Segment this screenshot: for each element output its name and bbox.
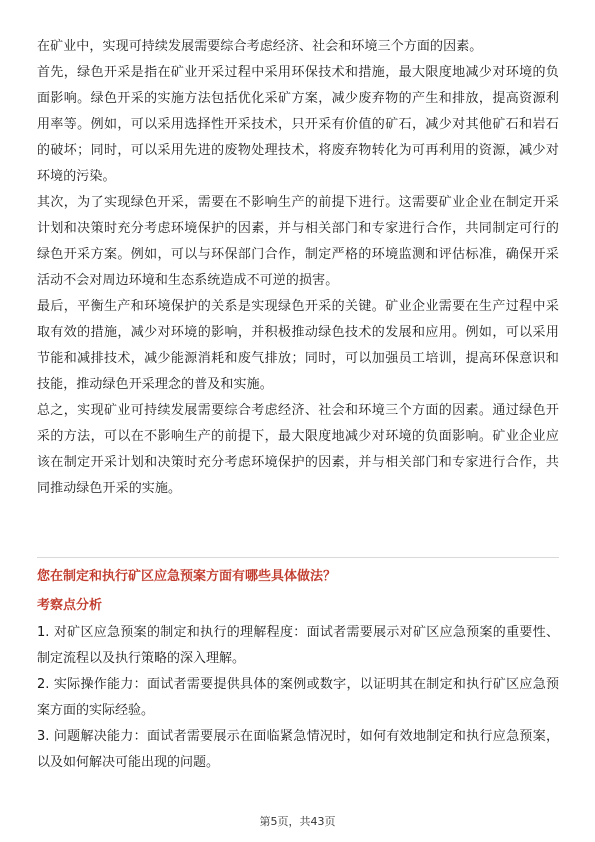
analysis-item-2: 2. 实际操作能力：面试者需要提供具体的案例或数字，以证明其在制定和执行矿区应急预案方面的实际经验。 <box>37 677 559 718</box>
paragraph-second: 其次，为了实现绿色开采，需要在不影响生产的前提下进行。这需要矿业企业在制定开采计划和决策时充分考虑环境保护的因素，并与相关部门和专家进行合作，共同制定可行的绿色开采方案。例如，可以与环保部门合作，制定严格的环境监测和评估标准，确保开采活动不会对周边环境和生态系统造成不可逆的损害。 <box>37 195 559 288</box>
paragraph-last: 最后，平衡生产和环境保护的关系是实现绿色开采的关键。矿业企业需要在生产过程中采取有效的措施，减少对环境的影响，并积极推动绿色技术的发展和应用。例如，可以采用节能和减排技术，减少能源消耗和废气排放；同时，可以加强员工培训，提高环保意识和技能，推动绿色开采理念的普及和实施。 <box>37 299 559 392</box>
paragraph-summary: 总之，实现矿业可持续发展需要综合考虑经济、社会和环境三个方面的因素。通过绿色开采的方法，可以在不影响生产的前提下，最大限度地减少对环境的负面影响。矿业企业应该在制定开采计划和决策时充分考虑环境保护的因素，并与相关部门和专家进行合作，共同推动绿色开采的实施。 <box>37 403 559 496</box>
paragraph-intro: 在矿业中，实现可持续发展需要综合考虑经济、社会和环境三个方面的因素。 <box>37 39 483 54</box>
question-section <box>37 566 559 776</box>
analysis-item-1: 1. 对矿区应急预案的制定和执行的理解程度：面试者需要展示对矿区应急预案的重要性、制定流程以及执行策略的深入理解。 <box>37 625 559 666</box>
analysis-title: 考察点分析 <box>37 598 103 613</box>
section-divider <box>37 557 559 558</box>
question-heading: 您在制定和执行矿区应急预案方面有哪些具体做法？ <box>37 569 337 584</box>
analysis-item-3: 3. 问题解决能力：面试者需要展示在面临紧急情况时，如何有效地制定和执行应急预案，以及如何解决可能出现的问题。 <box>37 729 559 770</box>
page-number: 第5页，共43页 <box>259 815 336 828</box>
paragraph-first: 首先，绿色开采是指在矿业开采过程中采用环保技术和措施，最大限度地减少对环境的负面影响。绿色开采的实施方法包括优化采矿方案，减少废弃物的产生和排放，提高资源利用率等。例如，可以采用选择性开采技术，只开采有价值的矿石，减少对其他矿石和岩石的破坏；同时，可以采用先进的废物处理技术，将废弃物转化为可再利用的资源，减少对环境的污染。 <box>37 65 559 184</box>
body-text <box>37 34 559 502</box>
